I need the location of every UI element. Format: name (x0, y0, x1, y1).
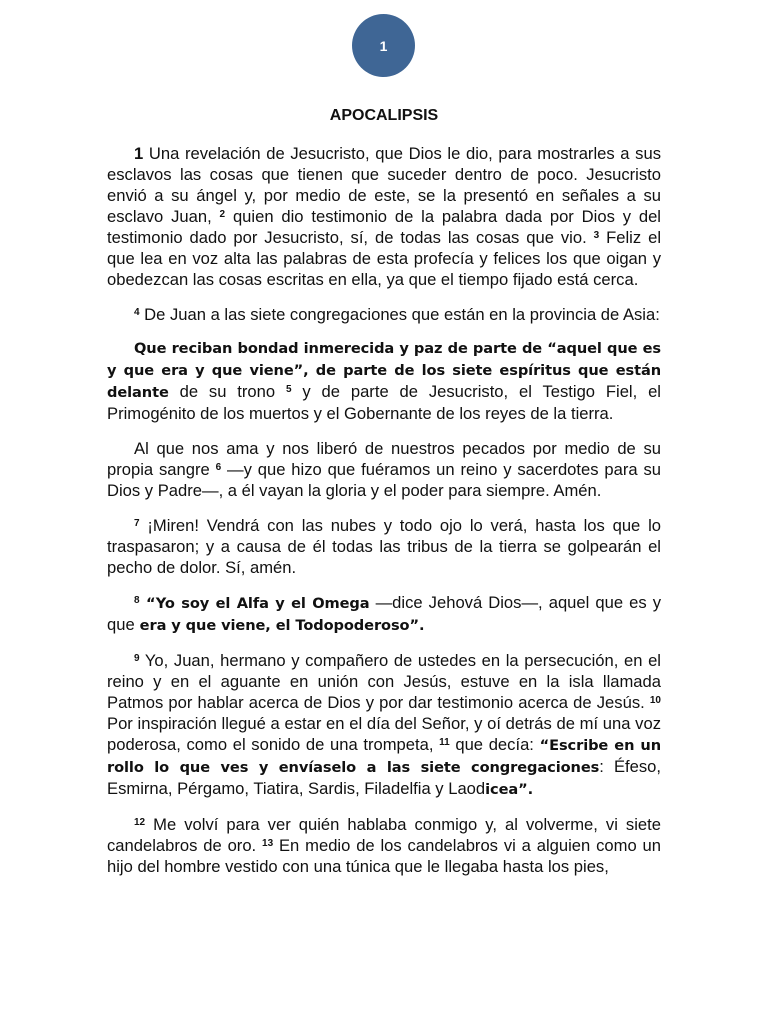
text: En medio de los candelabros vi a alguien como un hijo del hombre vestido con una túnica que le llegaba hasta los pies, (107, 836, 661, 876)
text: Yo, Juan, hermano y compañero de ustedes en la persecución, en el reino y en el aguante en unión con Jesús, estuve en la isla llamada Patmos por hablar acerca de Dios y por dar testimonio acerca de Jesús. (107, 651, 661, 712)
verse-number: 5 (285, 384, 292, 395)
verse-number: 13 (262, 838, 274, 849)
verse-number: 2 (219, 209, 226, 220)
paragraph-1 (107, 143, 661, 290)
text: : Éfeso, Esmirna, Pérgamo, Tiatira, Sardis, Filadelfia y Laod (107, 757, 661, 798)
verse-number: 4 (134, 307, 140, 318)
text: Al que nos ama y nos liberó de nuestros pecados por medio de su propia sangre (107, 439, 661, 479)
verse-number: 9 (134, 653, 140, 664)
verse-number: 10 (649, 695, 661, 706)
bold-text: “Escribe en un rollo lo que ves y envíaselo a las siete congregaciones (107, 737, 661, 776)
bold-text: “Yo soy el Alfa y el Omega (139, 595, 370, 612)
paragraph-2 (107, 304, 661, 325)
text: —dice Jehová Dios—, aquel que es y que (107, 593, 661, 634)
verse-number: 11 (439, 737, 450, 748)
text: que decía: (449, 735, 540, 754)
verse-number: 3 (593, 230, 600, 241)
paragraph-3 (107, 337, 661, 424)
paragraph-4 (107, 438, 661, 501)
paragraph-6 (107, 592, 661, 636)
verse-number: 6 (215, 462, 222, 473)
text: Me volví para ver quién hablaba conmigo y, al volverme, vi siete candelabros de oro. (107, 815, 661, 855)
paragraph-7 (107, 650, 661, 800)
bold-text: era y que viene, el Todopoderoso”. (134, 617, 425, 634)
verse-number: 8 (134, 595, 140, 606)
document-body (107, 143, 661, 891)
text: Una revelación de Jesucristo, que Dios le dio, para mostrarles a sus esclavos las cosas que tienen que suceder dentro de poco. Jesucristo envió a su ángel y, por medio de este, se la presentó en señales a su esclavo Juan, (107, 144, 661, 226)
text: Por inspiración llegué a estar en el día del Señor, y oí detrás de mí una voz poderosa, como el sonido de una trompeta, (107, 714, 661, 754)
document-title: APOCALIPSIS (329, 107, 439, 124)
verse-number: 7 (134, 518, 140, 529)
bold-text: Que reciban bondad inmerecida y paz de parte de “aquel que es y que era y que viene”, de parte de los siete espíritus que están delante (107, 340, 661, 401)
text: —y que hizo que fuéramos un reino y sacerdotes para su Dios y Padre—, a él vayan la gloria y el poder para siempre. Amén. (107, 460, 661, 500)
chapter-number: 1 (134, 144, 144, 163)
page-number: 1 (379, 37, 388, 54)
paragraph-5 (107, 515, 661, 578)
text: De Juan a las siete congregaciones que están en la provincia de Asia: (139, 305, 660, 324)
text: de su trono (168, 382, 286, 401)
text: quien dio testimonio de la palabra dada por Dios y del testimonio dado por Jesucristo, sí, de todas las cosas que vio. (107, 207, 661, 247)
paragraph-8 (107, 814, 661, 877)
page-number-badge (352, 14, 415, 77)
text: ¡Miren! Vendrá con las nubes y todo ojo lo verá, hasta los que lo traspasaron; y a causa de él todas las tribus de la tierra se golpearán el pecho de dolor. Sí, amén. (107, 516, 661, 577)
bold-text: icea”. (485, 781, 534, 798)
verse-number: 12 (134, 817, 146, 828)
text: y de parte de Jesucristo, el Testigo Fiel, el Primogénito de los muertos y el Gobernante de los reyes de la tierra. (107, 382, 661, 423)
text: Feliz el que lea en voz alta las palabras de esta profecía y felices los que oigan y obedezcan las cosas escritas en ella, ya que el tiempo fijado está cerca. (107, 228, 662, 289)
